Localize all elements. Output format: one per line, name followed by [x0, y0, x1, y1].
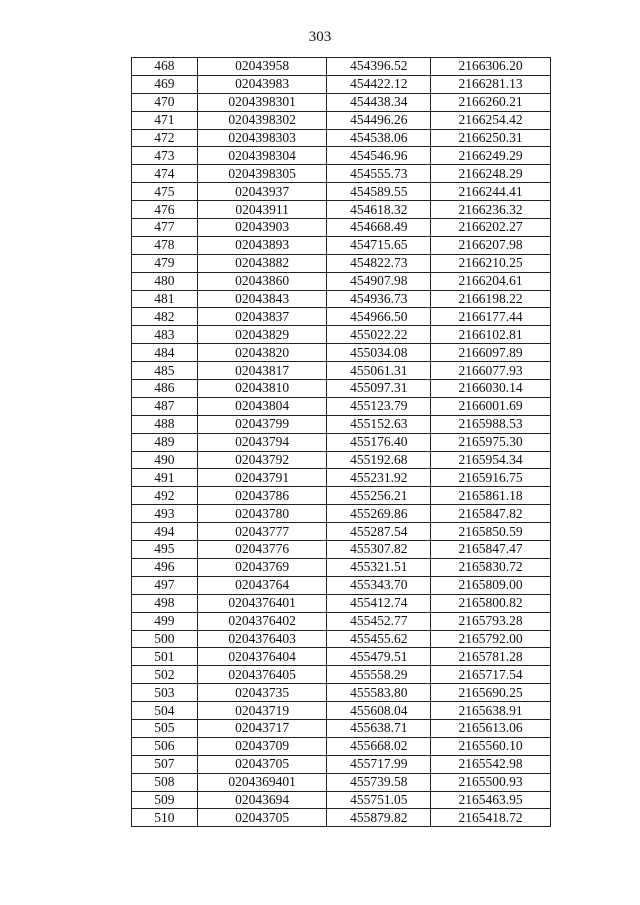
table-row — [132, 129, 551, 147]
point-number-cell: 502 — [132, 666, 198, 684]
point-code-cell: 02043709 — [197, 737, 327, 755]
x-coordinate-cell: 455608.04 — [327, 702, 431, 720]
x-coordinate-cell: 455287.54 — [327, 523, 431, 541]
point-code-cell: 0204398301 — [197, 93, 327, 111]
y-coordinate-cell: 2166030.14 — [431, 380, 551, 398]
point-code-cell: 02043903 — [197, 219, 327, 237]
y-coordinate-cell: 2166244.41 — [431, 183, 551, 201]
point-code-cell: 0204376403 — [197, 630, 327, 648]
x-coordinate-cell: 455558.29 — [327, 666, 431, 684]
y-coordinate-cell: 2165850.59 — [431, 523, 551, 541]
table-row — [132, 576, 551, 594]
x-coordinate-cell: 455152.63 — [327, 415, 431, 433]
table-row — [132, 165, 551, 183]
table-row — [132, 433, 551, 451]
y-coordinate-cell: 2166210.25 — [431, 254, 551, 272]
point-number-cell: 480 — [132, 272, 198, 290]
y-coordinate-cell: 2166207.98 — [431, 236, 551, 254]
point-code-cell: 02043777 — [197, 523, 327, 541]
point-code-cell: 02043829 — [197, 326, 327, 344]
table-row — [132, 75, 551, 93]
y-coordinate-cell: 2165800.82 — [431, 594, 551, 612]
point-number-cell: 476 — [132, 201, 198, 219]
x-coordinate-cell: 455751.05 — [327, 791, 431, 809]
y-coordinate-cell: 2166260.21 — [431, 93, 551, 111]
y-coordinate-cell: 2166306.20 — [431, 58, 551, 76]
table-row — [132, 469, 551, 487]
x-coordinate-cell: 454496.26 — [327, 111, 431, 129]
table-row — [132, 809, 551, 827]
point-code-cell: 02043694 — [197, 791, 327, 809]
point-number-cell: 501 — [132, 648, 198, 666]
table-row — [132, 451, 551, 469]
point-code-cell: 02043837 — [197, 308, 327, 326]
point-code-cell: 02043792 — [197, 451, 327, 469]
point-code-cell: 0204376404 — [197, 648, 327, 666]
point-number-cell: 468 — [132, 58, 198, 76]
table-row — [132, 755, 551, 773]
point-code-cell: 02043719 — [197, 702, 327, 720]
x-coordinate-cell: 455717.99 — [327, 755, 431, 773]
x-coordinate-cell: 455307.82 — [327, 541, 431, 559]
x-coordinate-cell: 455176.40 — [327, 433, 431, 451]
y-coordinate-cell: 2165560.10 — [431, 737, 551, 755]
x-coordinate-cell: 454396.52 — [327, 58, 431, 76]
point-number-cell: 490 — [132, 451, 198, 469]
y-coordinate-cell: 2166102.81 — [431, 326, 551, 344]
y-coordinate-cell: 2166204.61 — [431, 272, 551, 290]
point-number-cell: 499 — [132, 612, 198, 630]
x-coordinate-cell: 455455.62 — [327, 630, 431, 648]
y-coordinate-cell: 2166198.22 — [431, 290, 551, 308]
x-coordinate-cell: 454907.98 — [327, 272, 431, 290]
x-coordinate-cell: 455231.92 — [327, 469, 431, 487]
point-code-cell: 02043764 — [197, 576, 327, 594]
table-row — [132, 666, 551, 684]
point-code-cell: 0204398304 — [197, 147, 327, 165]
y-coordinate-cell: 2165975.30 — [431, 433, 551, 451]
table-row — [132, 219, 551, 237]
x-coordinate-cell: 454822.73 — [327, 254, 431, 272]
y-coordinate-cell: 2165542.98 — [431, 755, 551, 773]
x-coordinate-cell: 454668.49 — [327, 219, 431, 237]
point-code-cell: 0204369401 — [197, 773, 327, 791]
table-row — [132, 290, 551, 308]
x-coordinate-cell: 455452.77 — [327, 612, 431, 630]
x-coordinate-cell: 454555.73 — [327, 165, 431, 183]
x-coordinate-cell: 455412.74 — [327, 594, 431, 612]
x-coordinate-cell: 455061.31 — [327, 362, 431, 380]
y-coordinate-cell: 2165916.75 — [431, 469, 551, 487]
y-coordinate-cell: 2166177.44 — [431, 308, 551, 326]
y-coordinate-cell: 2165613.06 — [431, 719, 551, 737]
table-row — [132, 147, 551, 165]
x-coordinate-cell: 454936.73 — [327, 290, 431, 308]
y-coordinate-cell: 2166281.13 — [431, 75, 551, 93]
y-coordinate-cell: 2166077.93 — [431, 362, 551, 380]
point-code-cell: 02043810 — [197, 380, 327, 398]
coordinates-table-body — [132, 58, 551, 827]
point-number-cell: 484 — [132, 344, 198, 362]
point-code-cell: 0204398305 — [197, 165, 327, 183]
y-coordinate-cell: 2165717.54 — [431, 666, 551, 684]
point-code-cell: 0204376401 — [197, 594, 327, 612]
table-row — [132, 254, 551, 272]
point-code-cell: 02043717 — [197, 719, 327, 737]
x-coordinate-cell: 455192.68 — [327, 451, 431, 469]
point-number-cell: 492 — [132, 487, 198, 505]
point-number-cell: 500 — [132, 630, 198, 648]
point-number-cell: 483 — [132, 326, 198, 344]
x-coordinate-cell: 455123.79 — [327, 397, 431, 415]
point-code-cell: 02043769 — [197, 558, 327, 576]
point-code-cell: 02043804 — [197, 397, 327, 415]
point-number-cell: 497 — [132, 576, 198, 594]
x-coordinate-cell: 454438.34 — [327, 93, 431, 111]
y-coordinate-cell: 2165847.47 — [431, 541, 551, 559]
table-row — [132, 791, 551, 809]
table-row — [132, 201, 551, 219]
y-coordinate-cell: 2165954.34 — [431, 451, 551, 469]
y-coordinate-cell: 2166097.89 — [431, 344, 551, 362]
point-number-cell: 486 — [132, 380, 198, 398]
y-coordinate-cell: 2165988.53 — [431, 415, 551, 433]
point-code-cell: 02043843 — [197, 290, 327, 308]
point-number-cell: 493 — [132, 505, 198, 523]
y-coordinate-cell: 2166248.29 — [431, 165, 551, 183]
point-number-cell: 477 — [132, 219, 198, 237]
table-row — [132, 272, 551, 290]
page-number: 303 — [308, 29, 332, 45]
table-row — [132, 648, 551, 666]
x-coordinate-cell: 454589.55 — [327, 183, 431, 201]
point-number-cell: 495 — [132, 541, 198, 559]
point-code-cell: 02043983 — [197, 75, 327, 93]
point-code-cell: 02043705 — [197, 809, 327, 827]
table-row — [132, 773, 551, 791]
x-coordinate-cell: 455479.51 — [327, 648, 431, 666]
table-row — [132, 719, 551, 737]
table-row — [132, 594, 551, 612]
y-coordinate-cell: 2165781.28 — [431, 648, 551, 666]
point-code-cell: 02043786 — [197, 487, 327, 505]
point-code-cell: 02043776 — [197, 541, 327, 559]
y-coordinate-cell: 2165809.00 — [431, 576, 551, 594]
x-coordinate-cell: 454618.32 — [327, 201, 431, 219]
table-row — [132, 58, 551, 76]
x-coordinate-cell: 455583.80 — [327, 684, 431, 702]
y-coordinate-cell: 2165500.93 — [431, 773, 551, 791]
x-coordinate-cell: 455638.71 — [327, 719, 431, 737]
y-coordinate-cell: 2166001.69 — [431, 397, 551, 415]
point-code-cell: 02043791 — [197, 469, 327, 487]
point-code-cell: 02043794 — [197, 433, 327, 451]
point-number-cell: 482 — [132, 308, 198, 326]
point-number-cell: 498 — [132, 594, 198, 612]
point-code-cell: 02043817 — [197, 362, 327, 380]
y-coordinate-cell: 2166202.27 — [431, 219, 551, 237]
x-coordinate-cell: 454546.96 — [327, 147, 431, 165]
y-coordinate-cell: 2165847.82 — [431, 505, 551, 523]
point-code-cell: 02043882 — [197, 254, 327, 272]
point-code-cell: 0204398303 — [197, 129, 327, 147]
table-row — [132, 541, 551, 559]
x-coordinate-cell: 454715.65 — [327, 236, 431, 254]
point-number-cell: 469 — [132, 75, 198, 93]
point-number-cell: 505 — [132, 719, 198, 737]
point-number-cell: 510 — [132, 809, 198, 827]
point-number-cell: 475 — [132, 183, 198, 201]
y-coordinate-cell: 2165861.18 — [431, 487, 551, 505]
table-row — [132, 93, 551, 111]
table-row — [132, 362, 551, 380]
point-code-cell: 02043958 — [197, 58, 327, 76]
table-row — [132, 702, 551, 720]
coordinates-table — [131, 57, 551, 827]
x-coordinate-cell: 455022.22 — [327, 326, 431, 344]
table-row — [132, 415, 551, 433]
table-row — [132, 111, 551, 129]
point-number-cell: 506 — [132, 737, 198, 755]
point-code-cell: 0204376402 — [197, 612, 327, 630]
point-code-cell: 02043860 — [197, 272, 327, 290]
y-coordinate-cell: 2165690.25 — [431, 684, 551, 702]
point-number-cell: 496 — [132, 558, 198, 576]
point-number-cell: 473 — [132, 147, 198, 165]
y-coordinate-cell: 2165793.28 — [431, 612, 551, 630]
point-number-cell: 504 — [132, 702, 198, 720]
point-code-cell: 02043911 — [197, 201, 327, 219]
point-number-cell: 481 — [132, 290, 198, 308]
point-number-cell: 509 — [132, 791, 198, 809]
point-number-cell: 491 — [132, 469, 198, 487]
point-number-cell: 485 — [132, 362, 198, 380]
x-coordinate-cell: 454422.12 — [327, 75, 431, 93]
x-coordinate-cell: 455343.70 — [327, 576, 431, 594]
y-coordinate-cell: 2165418.72 — [431, 809, 551, 827]
point-code-cell: 02043893 — [197, 236, 327, 254]
point-code-cell: 02043780 — [197, 505, 327, 523]
table-row — [132, 737, 551, 755]
table-row — [132, 326, 551, 344]
table-row — [132, 183, 551, 201]
point-number-cell: 507 — [132, 755, 198, 773]
point-code-cell: 02043820 — [197, 344, 327, 362]
x-coordinate-cell: 455256.21 — [327, 487, 431, 505]
point-number-cell: 472 — [132, 129, 198, 147]
y-coordinate-cell: 2166250.31 — [431, 129, 551, 147]
y-coordinate-cell: 2165830.72 — [431, 558, 551, 576]
table-row — [132, 236, 551, 254]
table-row — [132, 344, 551, 362]
point-number-cell: 503 — [132, 684, 198, 702]
table-row — [132, 308, 551, 326]
x-coordinate-cell: 455739.58 — [327, 773, 431, 791]
point-code-cell: 02043735 — [197, 684, 327, 702]
x-coordinate-cell: 455269.86 — [327, 505, 431, 523]
point-number-cell: 487 — [132, 397, 198, 415]
point-number-cell: 494 — [132, 523, 198, 541]
point-code-cell: 0204398302 — [197, 111, 327, 129]
point-code-cell: 0204376405 — [197, 666, 327, 684]
table-row — [132, 612, 551, 630]
point-number-cell: 471 — [132, 111, 198, 129]
x-coordinate-cell: 455097.31 — [327, 380, 431, 398]
x-coordinate-cell: 454538.06 — [327, 129, 431, 147]
point-number-cell: 478 — [132, 236, 198, 254]
table-row — [132, 558, 551, 576]
table-row — [132, 505, 551, 523]
point-number-cell: 474 — [132, 165, 198, 183]
table-row — [132, 630, 551, 648]
x-coordinate-cell: 455668.02 — [327, 737, 431, 755]
y-coordinate-cell: 2165638.91 — [431, 702, 551, 720]
point-number-cell: 489 — [132, 433, 198, 451]
table-row — [132, 380, 551, 398]
point-number-cell: 479 — [132, 254, 198, 272]
point-number-cell: 488 — [132, 415, 198, 433]
point-number-cell: 470 — [132, 93, 198, 111]
x-coordinate-cell: 455321.51 — [327, 558, 431, 576]
y-coordinate-cell: 2166254.42 — [431, 111, 551, 129]
y-coordinate-cell: 2165792.00 — [431, 630, 551, 648]
x-coordinate-cell: 455879.82 — [327, 809, 431, 827]
table-row — [132, 397, 551, 415]
y-coordinate-cell: 2166236.32 — [431, 201, 551, 219]
table-row — [132, 523, 551, 541]
table-row — [132, 684, 551, 702]
point-code-cell: 02043705 — [197, 755, 327, 773]
x-coordinate-cell: 455034.08 — [327, 344, 431, 362]
point-code-cell: 02043937 — [197, 183, 327, 201]
point-code-cell: 02043799 — [197, 415, 327, 433]
x-coordinate-cell: 454966.50 — [327, 308, 431, 326]
point-number-cell: 508 — [132, 773, 198, 791]
table-row — [132, 487, 551, 505]
y-coordinate-cell: 2165463.95 — [431, 791, 551, 809]
y-coordinate-cell: 2166249.29 — [431, 147, 551, 165]
